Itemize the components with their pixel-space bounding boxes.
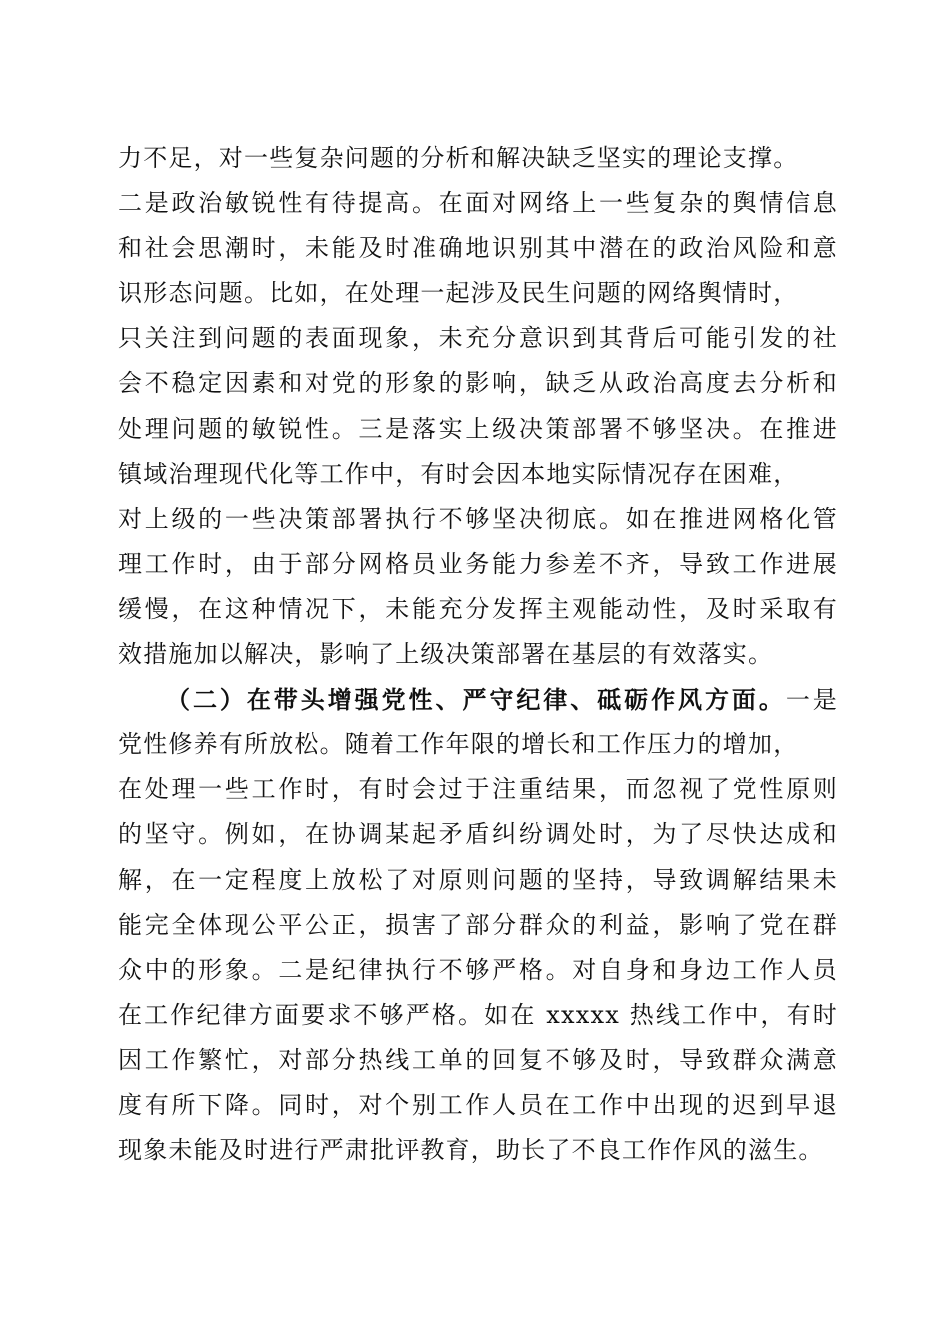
text-line: 缓慢，在这种情况下，未能充分发挥主观能动性，及时采取有 bbox=[118, 594, 838, 623]
text-line: 现象未能及时进行严肃批评教育，助长了不良工作作风的滋生。 bbox=[118, 1136, 824, 1165]
text-line: 识形态问题。比如，在处理一起涉及民生问题的网络舆情时， bbox=[118, 279, 799, 308]
section-heading-continuation: 一是 bbox=[785, 686, 838, 715]
text-line: 和社会思潮时，未能及时准确地识别其中潜在的政治风险和意 bbox=[118, 234, 838, 263]
text-line: 二是政治敏锐性有待提高。在面对网络上一些复杂的舆情信息 bbox=[118, 189, 838, 218]
text-line: 在处理一些工作时，有时会过于注重结果，而忽视了党性原则 bbox=[118, 775, 838, 804]
text-line: 只关注到问题的表面现象，未充分意识到其背后可能引发的社 bbox=[118, 324, 838, 353]
section-heading: （二）在带头增强党性、严守纪律、砥砺作风方面。 bbox=[166, 685, 786, 715]
text-line: 效措施加以解决，影响了上级决策部署在基层的有效落实。 bbox=[118, 640, 774, 669]
text-line: 力不足，对一些复杂问题的分析和解决缺乏坚实的理论支撑。 bbox=[118, 144, 799, 172]
text-line: 解，在一定程度上放松了对原则问题的坚持，导致调解结果未 bbox=[118, 865, 838, 894]
text-line: 处理问题的敏锐性。三是落实上级决策部署不够坚决。在推进 bbox=[118, 414, 838, 443]
text-line: 对上级的一些决策部署执行不够坚决彻底。如在推进网格化管 bbox=[118, 504, 838, 533]
text-line: 因工作繁忙，对部分热线工单的回复不够及时，导致群众满意 bbox=[118, 1045, 838, 1074]
text-line: 理工作时，由于部分网格员业务能力参差不齐，导致工作进展 bbox=[118, 549, 838, 578]
text-line: 镇域治理现代化等工作中，有时会因本地实际情况存在困难， bbox=[118, 459, 799, 488]
text-line: 党性修养有所放松。随着工作年限的增长和工作压力的增加， bbox=[118, 730, 799, 759]
text-line: 能完全体现公平公正，损害了部分群众的利益，影响了党在群 bbox=[118, 910, 838, 939]
text-line: 度有所下降。同时，对个别工作人员在工作中出现的迟到早退 bbox=[118, 1090, 838, 1119]
text-line: 在工作纪律方面要求不够严格。如在 xxxxx 热线工作中，有时 bbox=[118, 1000, 838, 1029]
text-line: 会不稳定因素和对党的形象的影响，缺乏从政治高度去分析和 bbox=[118, 369, 838, 398]
text-line: 众中的形象。二是纪律执行不够严格。对自身和身边工作人员 bbox=[118, 955, 838, 984]
section-heading-line bbox=[118, 677, 838, 722]
text-line: 的坚守。例如，在协调某起矛盾纠纷调处时，为了尽快达成和 bbox=[118, 820, 838, 849]
document-body bbox=[118, 136, 838, 1173]
